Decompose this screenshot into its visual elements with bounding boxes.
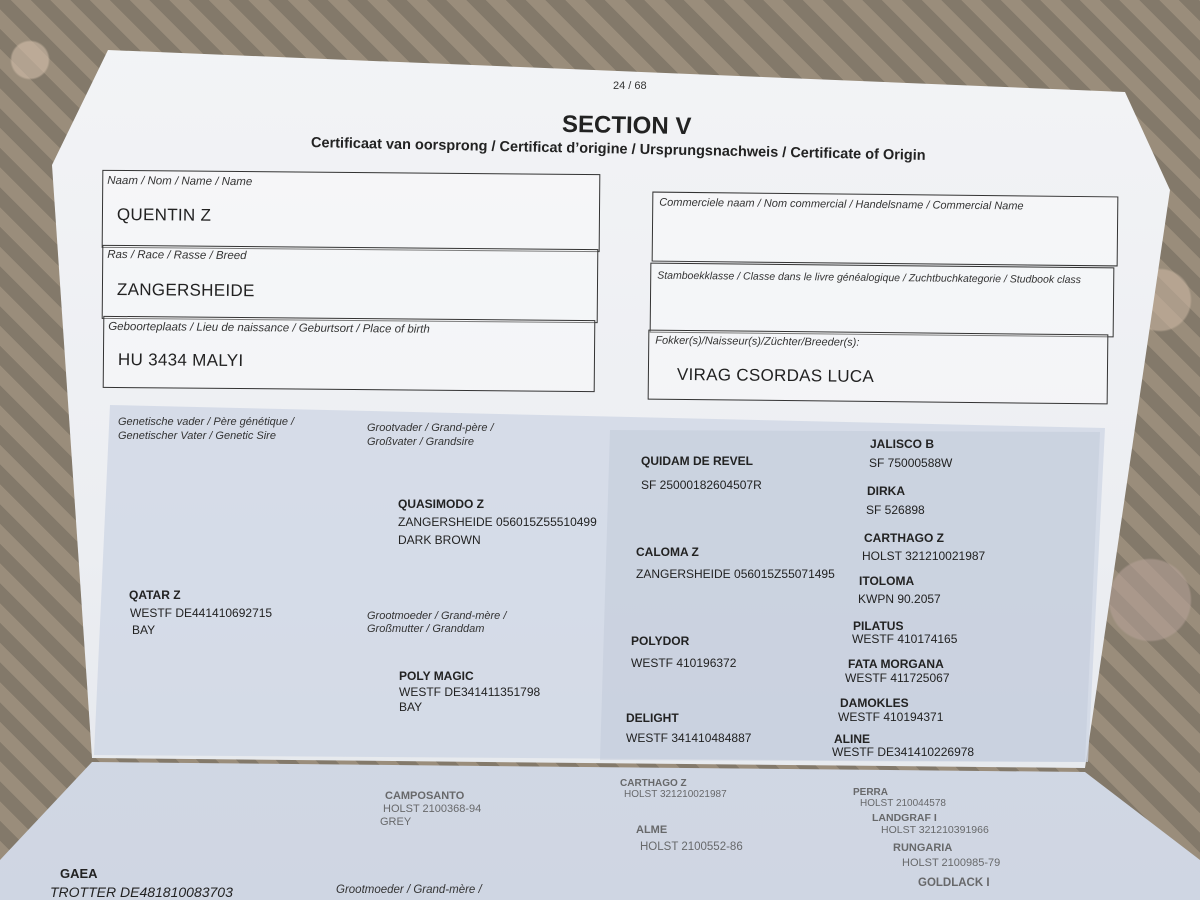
sire-code: WESTF DE441410692715	[130, 606, 273, 620]
ggg-5-code: WESTF 410174165	[852, 632, 958, 646]
granddam-name: POLY MAGIC	[399, 669, 474, 683]
bottom-g3-code: HOLST 321210391966	[881, 824, 989, 836]
ggg-8-name: ALINE	[834, 732, 870, 746]
ggg-3-code: HOLST 321210021987	[862, 549, 986, 563]
ggg-4-name: ITOLOMA	[859, 574, 915, 588]
sire-label-1: Genetische vader / Père génétique /	[118, 416, 295, 428]
grandsire-name: QUASIMODO Z	[398, 497, 484, 511]
birthplace-label: Geboorteplaats / Lieu de naissance / Geburtsort / Place of birth	[108, 320, 430, 336]
ggg-1-code: SF 75000588W	[869, 456, 953, 470]
certificate-subtitle: Certificaat van oorsprong / Certificat d’origine / Ursprungsnachweis / Certificate of Origin	[310, 135, 926, 164]
birthplace-box	[103, 316, 596, 392]
granddam-label-1: Grootmoeder / Grand-mère /	[367, 610, 507, 622]
bottom-g5-name: GOLDLACK I	[918, 877, 990, 889]
bottom-g4-code: HOLST 2100985-79	[902, 857, 1001, 869]
bottom-dam-name: GAEA	[60, 866, 98, 881]
ggg-2-code: SF 526898	[866, 503, 925, 517]
great-granddam-1-name: CALOMA Z	[636, 545, 699, 559]
grandsire-label-2: Großvater / Grandsire	[367, 436, 474, 448]
page-number: 24 / 68	[613, 80, 647, 92]
bottom-grandsire-code: HOLST 2100368-94	[383, 803, 482, 815]
bottom-dam-code: TROTTER DE481810083703	[50, 884, 233, 900]
name-box	[102, 170, 601, 252]
great-granddam-1-code: ZANGERSHEIDE 056015Z55071495	[636, 567, 835, 581]
ggg-7-name: DAMOKLES	[840, 696, 909, 710]
grandsire-label-1: Grootvader / Grand-père /	[367, 422, 494, 434]
bottom-g4-name: RUNGARIA	[893, 842, 953, 854]
bottom-granddam-label: Grootmoeder / Grand-mère /	[336, 884, 482, 896]
commercial-label: Commerciele naam / Nom commercial / Handelsname / Commercial Name	[659, 196, 1024, 213]
sire-name: QATAR Z	[129, 588, 181, 602]
great-grandsire-1-code: SF 25000182604507R	[641, 478, 762, 492]
bottom-g3-name: LANDGRAF I	[872, 812, 937, 824]
birthplace-value: HU 3434 MALYI	[117, 349, 244, 371]
ggg-5-name: PILATUS	[853, 619, 904, 633]
granddam-label-2: Großmutter / Granddam	[367, 623, 485, 635]
name-label: Naam / Nom / Name / Name	[107, 174, 253, 189]
ggg-1-name: JALISCO B	[870, 437, 935, 451]
breed-box	[102, 245, 599, 323]
bottom-g2-code: HOLST 210044578	[860, 798, 946, 809]
granddam-color: BAY	[399, 700, 423, 714]
ggg-7-code: WESTF 410194371	[838, 710, 944, 724]
great-granddam-2-name: DELIGHT	[626, 711, 679, 725]
ggg-6-code: WESTF 411725067	[845, 671, 950, 685]
breeder-value: VIRAG CSORDAS LUCA	[676, 364, 875, 386]
great-grandsire-2-name: POLYDOR	[631, 634, 690, 648]
great-granddam-2-code: WESTF 341410484887	[626, 731, 752, 745]
ggg-8-code: WESTF DE341410226978	[832, 745, 975, 759]
ggg-3-name: CARTHAGO Z	[864, 531, 944, 545]
bottom-grandsire-color: GREY	[380, 816, 412, 828]
ggg-2-name: DIRKA	[867, 484, 905, 498]
breeder-box	[648, 330, 1109, 405]
section-title: SECTION V	[561, 110, 692, 141]
studbook-label: Stamboekklasse / Classe dans le livre généalogique / Zuchtbuchkategorie / Studbook class	[657, 269, 1082, 287]
bottom-ggd1-code: HOLST 2100552-86	[640, 841, 743, 853]
breeder-label: Fokker(s)/Naisseur(s)/Züchter/Breeder(s):	[655, 334, 860, 349]
ggg-6-name: FATA MORGANA	[848, 657, 944, 671]
bottom-ggs1-name: CARTHAGO Z	[620, 778, 687, 789]
bottom-grandsire-name: CAMPOSANTO	[385, 790, 465, 802]
bottom-ggs1-code: HOLST 321210021987	[624, 789, 727, 800]
grandsire-code: ZANGERSHEIDE 056015Z55510499	[398, 515, 597, 529]
sire-color: BAY	[132, 623, 156, 637]
bottom-ggd1-name: ALME	[636, 824, 668, 836]
commercial-name-box	[652, 192, 1119, 267]
sire-label-2: Genetischer Vater / Genetic Sire	[118, 430, 276, 442]
great-grandsire-1-name: QUIDAM DE REVEL	[641, 454, 754, 468]
grandsire-color: DARK BROWN	[398, 533, 481, 547]
breed-label: Ras / Race / Rasse / Breed	[107, 248, 247, 263]
studbook-box	[650, 263, 1115, 338]
ggg-4-code: KWPN 90.2057	[858, 592, 941, 606]
name-value: QUENTIN Z	[116, 204, 212, 225]
bottom-g2-name: PERRA	[853, 787, 889, 798]
great-grandsire-2-code: WESTF 410196372	[631, 656, 737, 670]
granddam-code: WESTF DE341411351798	[399, 685, 541, 699]
breed-value: ZANGERSHEIDE	[116, 279, 255, 301]
